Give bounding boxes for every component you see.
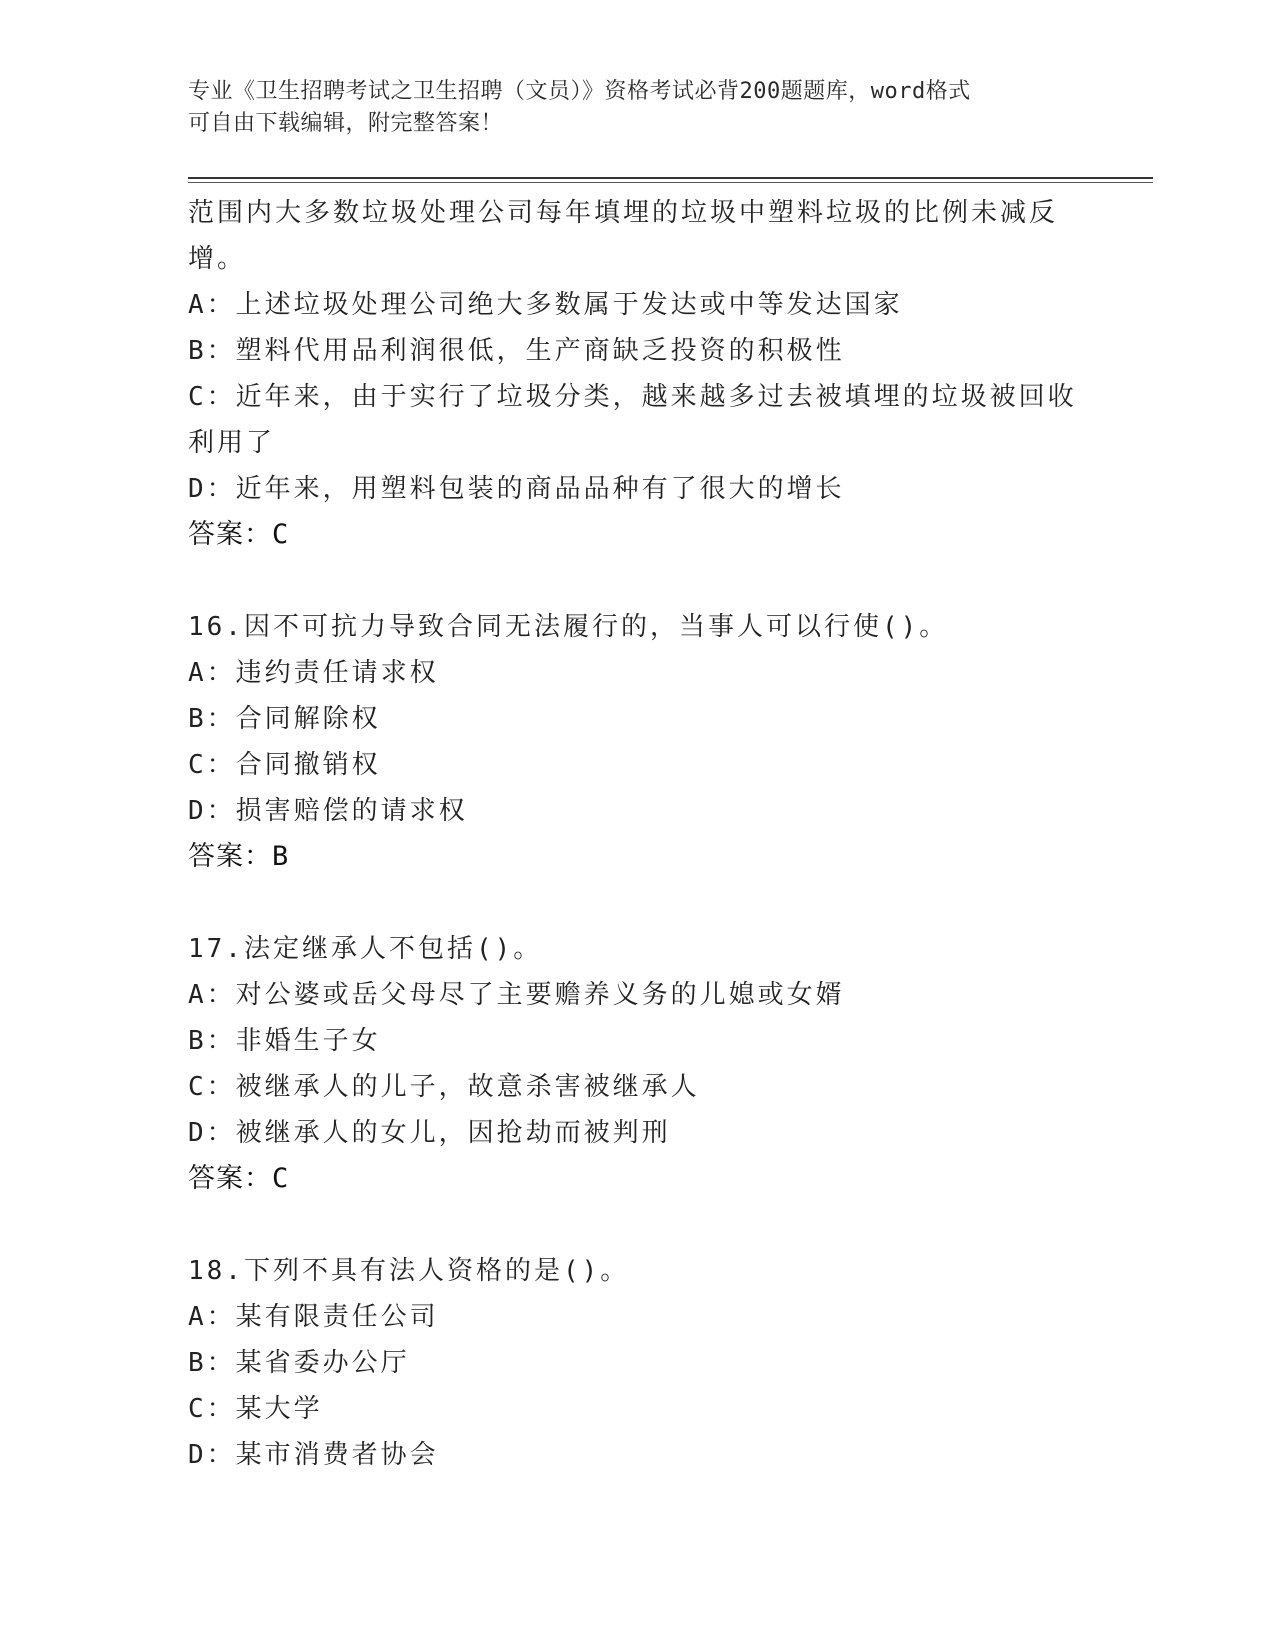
question-stem-continuation: 增。: [188, 244, 247, 274]
document-header: [188, 76, 1088, 140]
option-b: B：塑料代用品利润很低，生产商缺乏投资的积极性: [188, 336, 845, 366]
question-16: [188, 604, 1088, 880]
answer-label: 答案：: [188, 841, 272, 872]
answer-value: C: [272, 1163, 290, 1194]
answer-line: [188, 512, 1088, 558]
answer-label: 答案：: [188, 519, 272, 550]
question-stem: 17.法定继承人不包括()。: [188, 934, 543, 964]
question-18: [188, 1248, 1088, 1478]
question-17: [188, 926, 1088, 1202]
option-b: B：合同解除权: [188, 704, 381, 734]
option-d: D：损害赔偿的请求权: [188, 796, 468, 826]
option-b: B：某省委办公厅: [188, 1348, 410, 1378]
option-c: C：合同撤销权: [188, 750, 381, 780]
question-stem: 18.下列不具有法人资格的是()。: [188, 1256, 630, 1286]
question-stem-continuation: 范围内大多数垃圾处理公司每年填埋的垃圾中塑料垃圾的比例未减反: [188, 198, 1059, 228]
header-title-line-2: 可自由下载编辑，附完整答案！: [188, 111, 504, 136]
answer-value: C: [272, 519, 290, 550]
answer-line: [188, 1156, 1088, 1202]
spacer: [188, 1202, 1088, 1248]
option-a: A：违约责任请求权: [188, 658, 439, 688]
question-list: [188, 190, 1088, 1478]
answer-line: [188, 834, 1088, 880]
option-c-continuation: 利用了: [188, 428, 276, 458]
question-stem: 16.因不可抗力导致合同无法履行的，当事人可以行使()。: [188, 612, 949, 642]
answer-value: B: [272, 841, 290, 872]
option-a: A：上述垃圾处理公司绝大多数属于发达或中等发达国家: [188, 290, 903, 320]
option-c: C：近年来，由于实行了垃圾分类，越来越多过去被填埋的垃圾被回收: [188, 382, 1077, 412]
option-a: A：对公婆或岳父母尽了主要赡养义务的儿媳或女婿: [188, 980, 845, 1010]
header-divider-thin: [188, 182, 1153, 183]
spacer: [188, 880, 1088, 926]
option-a: A：某有限责任公司: [188, 1302, 439, 1332]
header-title-line-1: 专业《卫生招聘考试之卫生招聘（文员）》资格考试必背200题题库，word格式: [188, 79, 971, 104]
option-d: D：近年来，用塑料包装的商品品种有了很大的增长: [188, 474, 845, 504]
option-b: B：非婚生子女: [188, 1026, 381, 1056]
option-c: C：被继承人的儿子，故意杀害被继承人: [188, 1072, 700, 1102]
question-15-continued: [188, 190, 1088, 558]
answer-label: 答案：: [188, 1163, 272, 1194]
option-d: D：某市消费者协会: [188, 1440, 439, 1470]
header-divider-thick: [188, 177, 1153, 179]
spacer: [188, 558, 1088, 604]
option-d: D：被继承人的女儿，因抢劫而被判刑: [188, 1118, 671, 1148]
option-c: C：某大学: [188, 1394, 323, 1424]
